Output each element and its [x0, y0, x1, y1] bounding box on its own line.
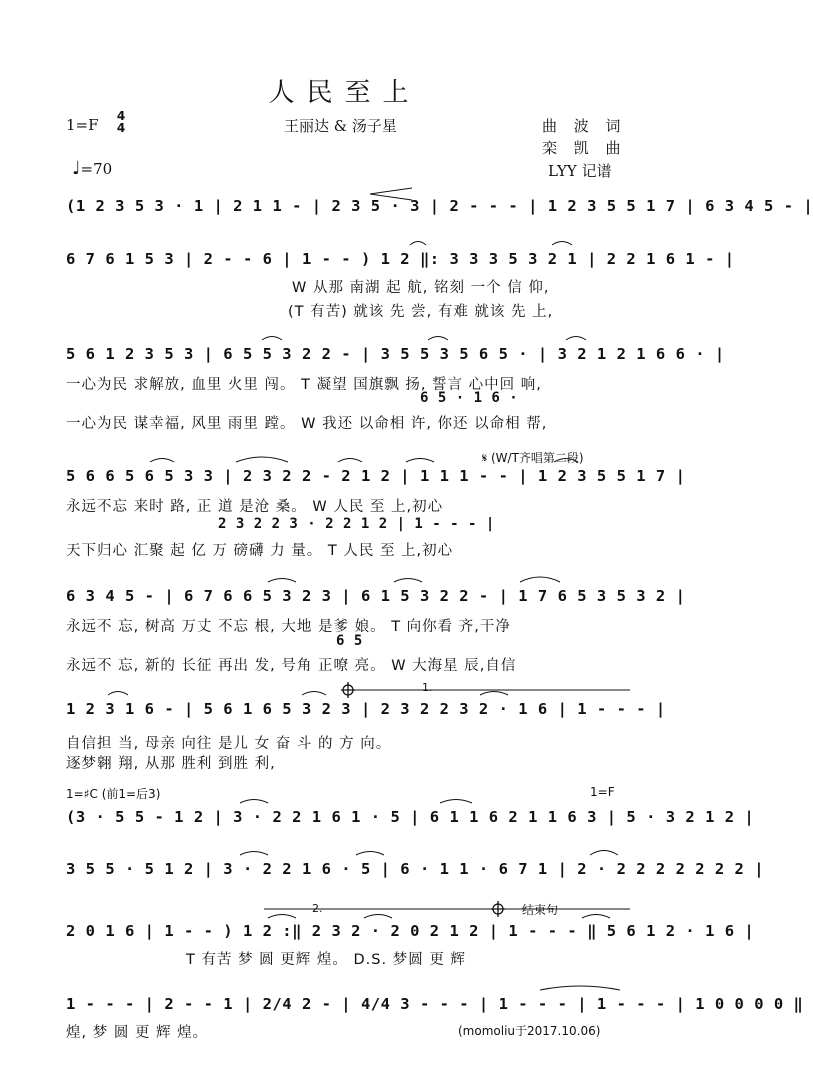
- harmony-line-5: 6 5: [336, 633, 363, 649]
- slur: [540, 986, 620, 990]
- slur: [566, 337, 586, 341]
- lyric-line-4a: 永远不忘 来时 路, 正 道 是沧 桑。 W 人民 至 上,初心: [66, 499, 444, 515]
- lyric-line-3b: 一心为民 谋幸福, 风里 雨里 蹚。 W 我还 以命相 许, 你还 以命相 帮,: [66, 416, 548, 432]
- slur: [582, 915, 610, 919]
- lyric-line-4b: 天下归心 汇聚 起 亿 万 磅礴 力 量。 T 人民 至 上,初心: [66, 543, 454, 559]
- lyric-line-5b: 永远不 忘, 新的 长征 再出 发, 号角 正嘹 亮。 W 大海星 辰,自信: [66, 658, 517, 674]
- slur: [552, 242, 572, 246]
- lyric-line-10: 煌, 梦 圆 更 辉 煌。: [66, 1025, 209, 1041]
- slur: [428, 337, 448, 341]
- slur: [356, 852, 384, 856]
- lyric-line-2a: W 从那 南湖 起 航, 铭刻 一个 信 仰,: [292, 280, 550, 296]
- lyric-line-5a: 永远不 忘, 树高 万丈 不忘 根, 大地 是爹 娘。 T 向你看 齐,干净: [66, 619, 511, 635]
- slur: [440, 800, 472, 804]
- slur: [364, 915, 392, 919]
- slur: [590, 851, 618, 856]
- page-title: 人民至上: [268, 78, 421, 108]
- slur: [236, 457, 288, 462]
- notation-line-10: 1 - - - | 2 - - 1 | 2/4 2 - | 4/4 3 - - - | 1 - - - | 1 - - - | 1 0 0 0 0 ‖: [66, 995, 804, 1013]
- slur: [268, 579, 296, 583]
- coda-label: 结束句: [522, 903, 559, 917]
- slur: [150, 459, 174, 463]
- slur: [240, 800, 268, 804]
- composer-credit: 栾 凯 曲: [542, 139, 627, 157]
- lyric-line-6b: 逐梦翱 翔, 从那 胜利 到胜 利,: [66, 756, 276, 772]
- notation-line-3: 5 6 1 2 3 5 3 | 6 5 5 3 2 2 - | 3 5 5 3 5 6 5 · | 3 2 1 2 1 6 6 · |: [66, 345, 725, 363]
- quarter-note-icon: ♩: [72, 158, 81, 179]
- notation-line-4: 5 6 6 5 6 5 3 3 | 2 3 2 2 - 2 1 2 | 1 1 1 - - | 1 2 3 5 5 1 7 |: [66, 467, 686, 485]
- lyric-line-6a: 自信担 当, 母亲 向往 是儿 女 奋 斗 的 方 向。: [66, 736, 392, 752]
- notation-line-5: 6 3 4 5 - | 6 7 6 6 5 3 2 3 | 6 1 5 3 2 2 - | 1 7 6 5 3 5 3 2 |: [66, 587, 686, 605]
- notation-line-1: (1 2 3 5 3 · 1 | 2 1 1 - | 2 3 5 · 3 | 2 - - - | 1 2 3 5 5 1 7 | 6 3 4 5 - |: [66, 197, 813, 215]
- slur: [406, 459, 434, 463]
- time-signature-top: 4: [116, 109, 126, 123]
- slur: [302, 692, 326, 696]
- slur: [338, 459, 362, 463]
- coda-icon-cross: [341, 682, 355, 698]
- key-change-label: 1=♯C (前1=后3): [66, 787, 161, 801]
- lyric-line-2b: (T 有苦) 就该 先 尝, 有难 就该 先 上,: [288, 304, 554, 320]
- slur: [480, 692, 508, 696]
- harmony-line-3: 6 5 · 1 6 ·: [420, 390, 519, 406]
- notation-line-2: 6 7 6 1 5 3 | 2 - - 6 | 1 - - ) 1 2 ‖: 3 3 3 5 3 2 1 | 2 2 1 6 1 - |: [66, 250, 735, 268]
- slur: [268, 915, 296, 919]
- lyric-line-9: T 有苦 梦 圆 更辉 煌。 D.S. 梦圆 更 辉: [186, 952, 466, 968]
- crescendo-hairpin: [370, 188, 412, 200]
- segno-rehearsal-mark: 𝄋 (W/T齐唱第二段): [482, 451, 584, 465]
- notation-line-9: 2 0 1 6 | 1 - - ) 1 2 :‖ 2 3 2 · 2 0 2 1 2 | 1 - - - ‖ 5 6 1 2 · 1 6 |: [66, 922, 755, 940]
- slur: [410, 242, 426, 246]
- tempo-value: =70: [80, 160, 113, 178]
- notation-line-7: (3 · 5 5 - 1 2 | 3 · 2 2 1 6 1 · 5 | 6 1 1 6 2 1 1 6 3 | 5 · 3 2 1 2 |: [66, 808, 755, 826]
- transcriber-signature: (momoliu于2017.10.06): [458, 1024, 601, 1038]
- slur: [394, 579, 422, 583]
- lyricist-credit: 曲 波 词: [542, 117, 627, 135]
- notation-line-6: 1 2 3 1 6 - | 5 6 1 6 5 3 2 3 | 2 3 2 2 3 2 · 1 6 | 1 - - - |: [66, 700, 666, 718]
- slur: [554, 459, 578, 463]
- slur: [262, 337, 282, 341]
- time-signature-bottom: 4: [116, 121, 126, 135]
- slur: [520, 577, 560, 582]
- transcriber-credit: LYY 记谱: [548, 162, 612, 180]
- singers: 王丽达 & 汤子星: [284, 117, 397, 135]
- volta-1-label: 1.: [422, 681, 433, 694]
- slur: [240, 852, 268, 856]
- key-signature: 1=F: [66, 116, 99, 134]
- volta-2-label: 2.: [312, 902, 323, 915]
- notation-line-8: 3 5 5 · 5 1 2 | 3 · 2 2 1 6 · 5 | 6 · 1 1 · 6 7 1 | 2 · 2 2 2 2 2 2 2 |: [66, 860, 765, 878]
- lyric-line-3a: 一心为民 求解放, 血里 火里 闯。 T 凝望 国旗飘 扬, 誓言 心中回 响,: [66, 377, 542, 393]
- coda-icon-cross: [491, 901, 505, 917]
- harmony-line-4: 2 3 2 2 3 · 2 2 1 2 | 1 - - - |: [218, 516, 495, 532]
- slur: [108, 692, 128, 696]
- key-return-label: 1=F: [590, 785, 615, 799]
